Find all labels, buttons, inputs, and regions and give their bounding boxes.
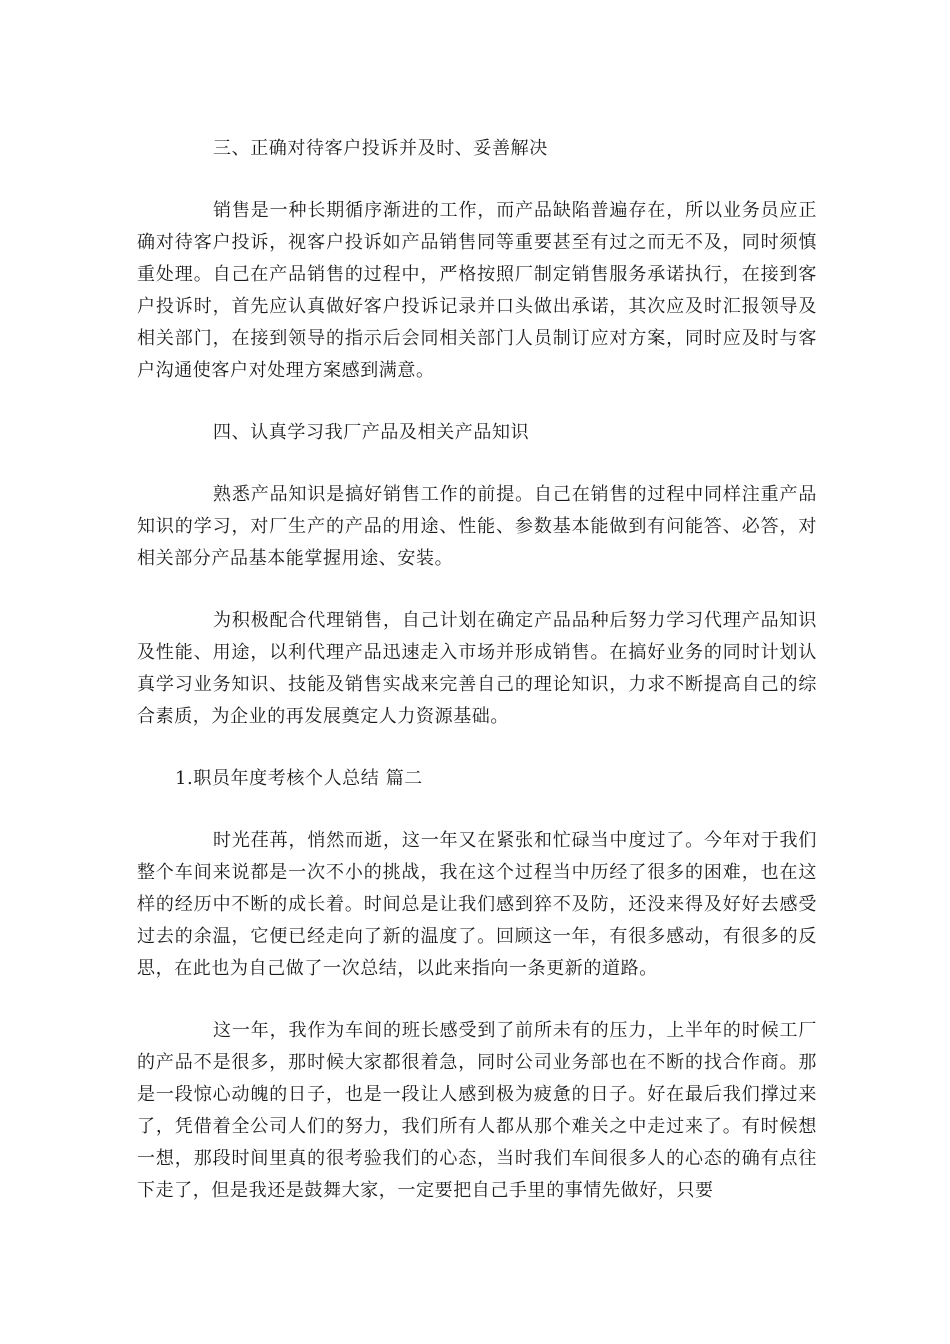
paragraph-agency-sales-plan: 为积极配合代理销售，自己计划在确定产品品种后努力学习代理产品知识及性能、用途，以利代理产品迅速走入市场并形成销售。在搞好业务的同时计划认真学习业务知识、技能及销售实战来完善自己的理论知识，力求不断提高自己的综合素质，为企业的再发展奠定人力资源基础。: [137, 610, 817, 727]
section-heading-product-knowledge: 四、认真学习我厂产品及相关产品知识: [213, 422, 530, 443]
article-subtitle: 1.职员年度考核个人总结 篇二: [175, 768, 423, 789]
paragraph-product-knowledge: 熟悉产品知识是搞好销售工作的前提。自己在销售的过程中同样注重产品知识的学习，对厂生产的产品的用途、性能、参数基本能做到有问能答、必答，对相关部分产品基本能掌握用途、安装。: [137, 484, 817, 569]
paragraph-year-review: 时光荏苒，悄然而逝，这一年又在紧张和忙碌当中度过了。今年对于我们整个车间来说都是一次不小的挑战，我在这个过程当中历经了很多的困难，也在这样的经历中不断的成长着。时间总是让我们感到猝不及防，还没来得及好好去感受过去的余温，它便已经走向了新的温度了。回顾这一年，有很多感动，有很多的反思，在此也为自己做了一次总结，以此来指向一条更新的道路。: [137, 830, 817, 979]
paragraph-team-leader-pressure: 这一年，我作为车间的班长感受到了前所未有的压力，上半年的时候工厂的产品不是很多，那时候大家都很着急，同时公司业务部也在不断的找合作商。那是一段惊心动魄的日子，也是一段让人感到极为疲惫的日子。好在最后我们撑过来了，凭借着全公司人们的努力，我们所有人都从那个难关之中走过来了。有时候想一想，那段时间里真的很考验我们的心态，当时我们车间很多人的心态的确有点往下走了，但是我还是鼓舞大家，一定要把自己手里的事情先做好，只要: [137, 1020, 817, 1201]
document-body: [137, 133, 817, 1237]
section-heading-complaints: 三、正确对待客户投诉并及时、妥善解决: [213, 138, 548, 159]
paragraph-complaint-handling: 销售是一种长期循序渐进的工作，而产品缺陷普遍存在，所以业务员应正确对待客户投诉，视客户投诉如产品销售同等重要甚至有过之而无不及，同时须慎重处理。自己在产品销售的过程中，严格按照厂制定销售服务承诺执行，在接到客户投诉时，首先应认真做好客户投诉记录并口头做出承诺，其次应及时汇报领导及相关部门，在接到领导的指示后会同相关部门人员制订应对方案，同时应及时与客户沟通使客户对处理方案感到满意。: [137, 200, 817, 381]
